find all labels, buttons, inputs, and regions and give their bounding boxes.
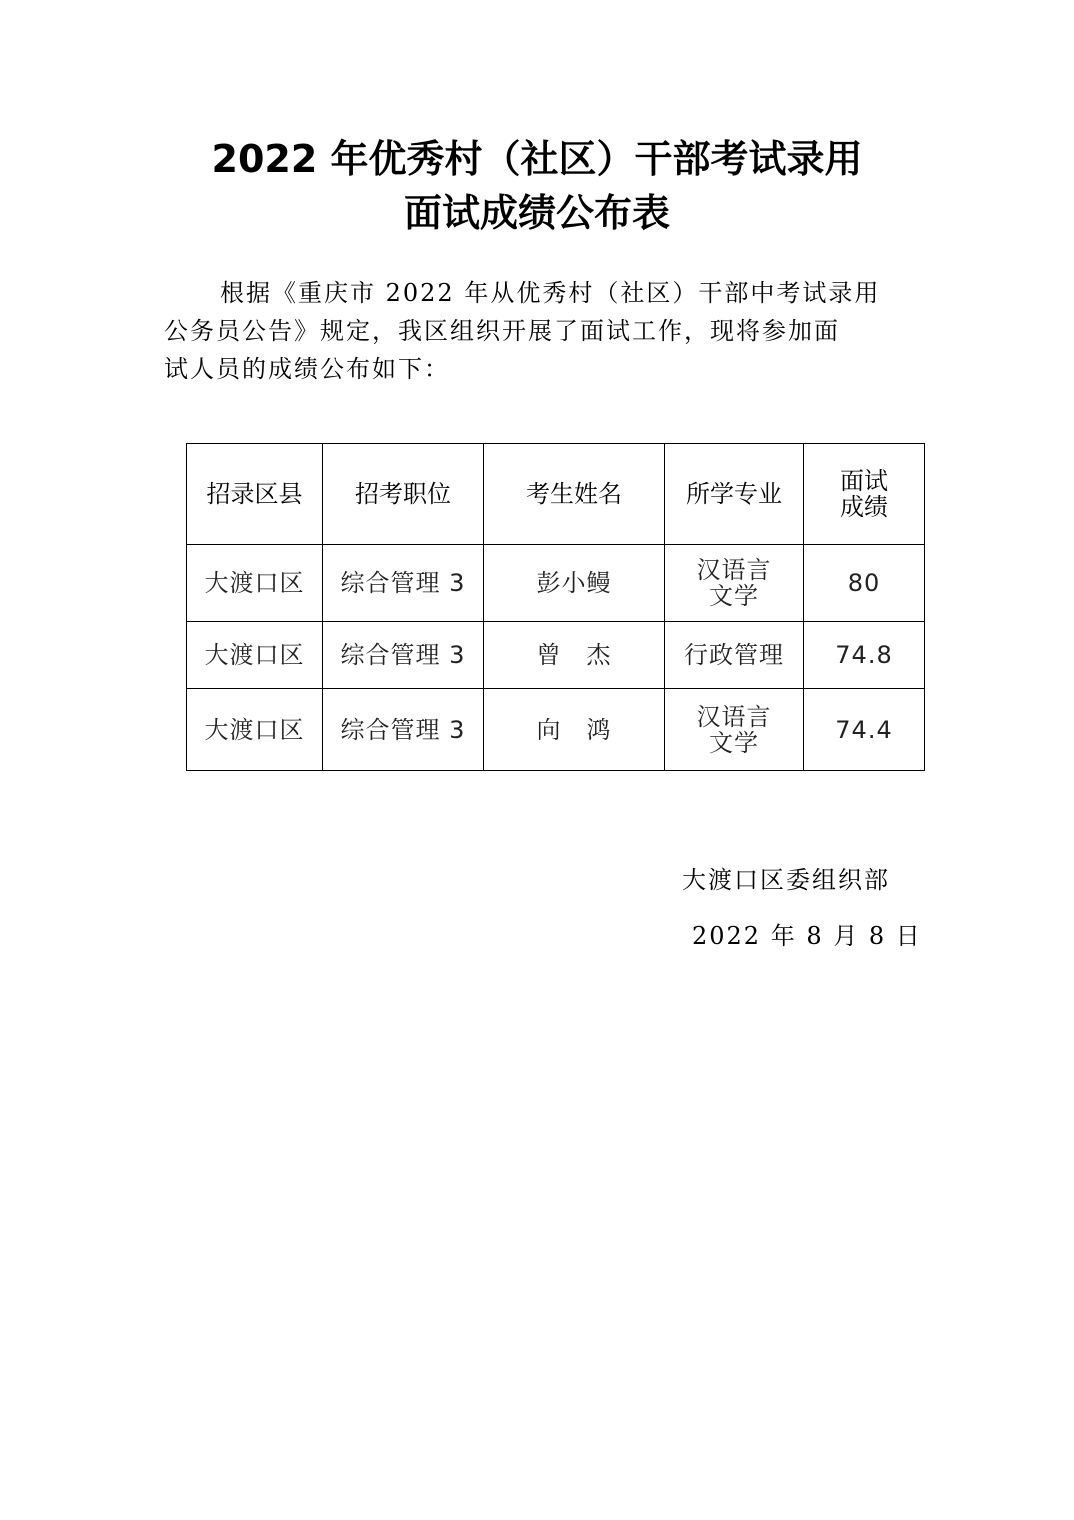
issue-date: 2022 年 8 月 8 日: [692, 922, 922, 950]
header-candidate-name: 考生姓名: [484, 444, 665, 545]
intro-line-1: 根据《重庆市 2022 年从优秀村（社区）干部中考试录用: [220, 279, 881, 307]
interview-score-table: [186, 443, 925, 771]
header-major: 所学专业: [665, 444, 804, 545]
header-position: 招考职位: [323, 444, 484, 545]
cell-interview-score: 74.4: [804, 689, 925, 771]
intro-paragraph: [164, 274, 916, 388]
cell-position: 综合管理 3: [323, 545, 484, 622]
cell-major: 汉语言文学: [665, 545, 804, 622]
intro-line-2: 公务员公告》规定，我区组织开展了面试工作，现将参加面: [164, 317, 840, 345]
document-title-line-1: 2022 年优秀村（社区）干部考试录用: [211, 137, 863, 181]
cell-district: 大渡口区: [187, 545, 323, 622]
cell-major: 行政管理: [665, 622, 804, 689]
table-row: [187, 622, 925, 689]
cell-candidate-name: 彭小鳗: [484, 545, 665, 622]
table-header-row: [187, 444, 925, 545]
cell-candidate-name: 向 鸿: [484, 689, 665, 771]
document-title-line-2: 面试成绩公布表: [403, 191, 670, 235]
cell-position: 综合管理 3: [323, 689, 484, 771]
cell-position: 综合管理 3: [323, 622, 484, 689]
cell-district: 大渡口区: [187, 689, 323, 771]
header-interview-score: 面试成绩: [804, 444, 925, 545]
table-row: [187, 545, 925, 622]
intro-line-3: 试人员的成绩公布如下：: [164, 355, 450, 383]
issuing-organization: 大渡口区委组织部: [682, 866, 890, 894]
header-district: 招录区县: [187, 444, 323, 545]
cell-district: 大渡口区: [187, 622, 323, 689]
cell-interview-score: 80: [804, 545, 925, 622]
cell-candidate-name: 曾 杰: [484, 622, 665, 689]
cell-major: 汉语言文学: [665, 689, 804, 771]
cell-interview-score: 74.8: [804, 622, 925, 689]
table-row: [187, 689, 925, 771]
